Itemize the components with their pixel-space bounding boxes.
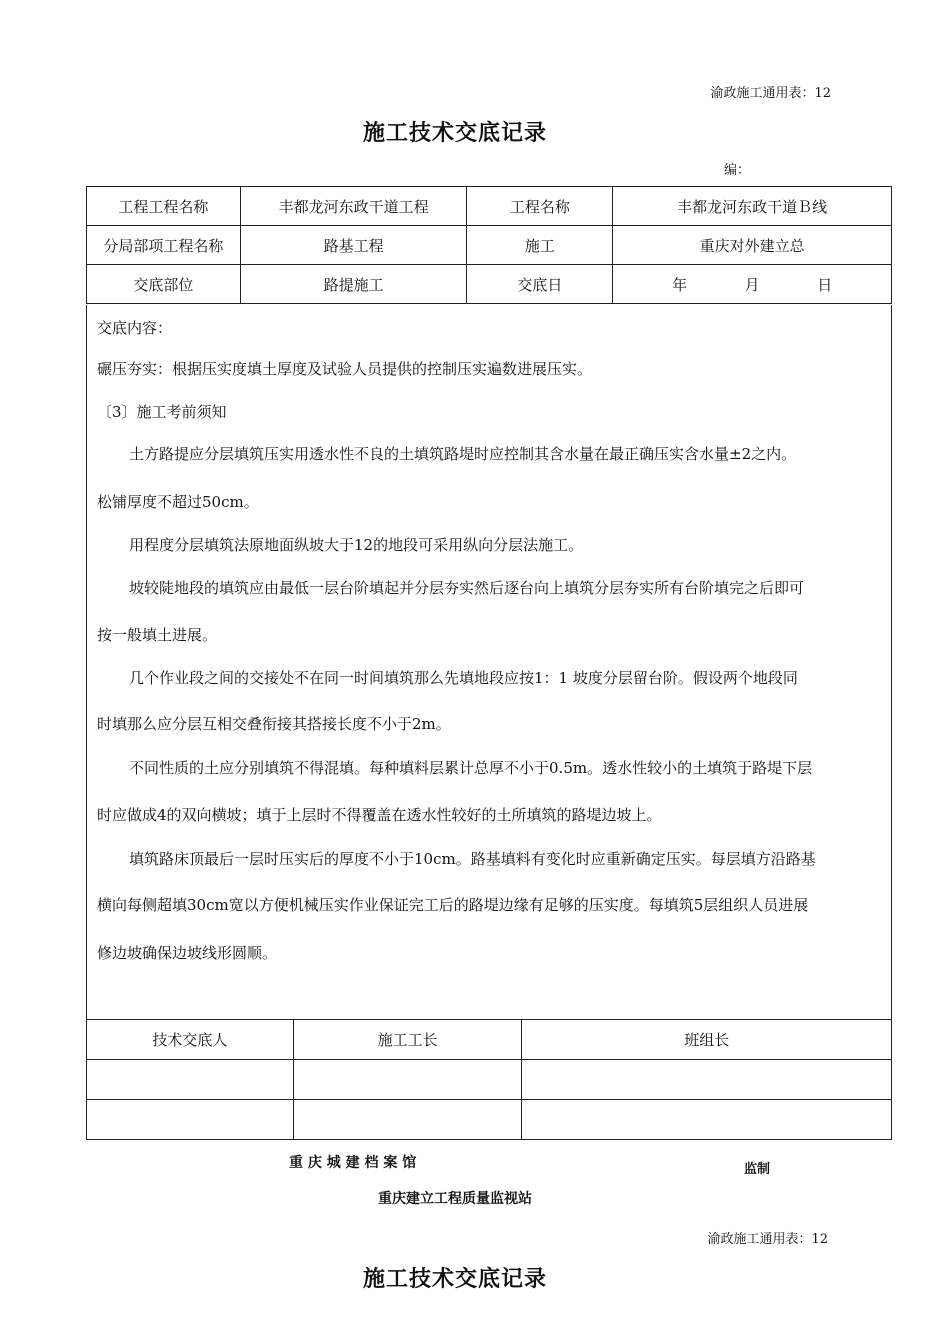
content-line: 修边坡确保边坡线形圆顺。 — [97, 944, 278, 962]
handover-content — [86, 305, 892, 1019]
handover-part-value: 路提施工 — [240, 265, 467, 304]
content-line: 碾压夯实：根据压实度填土厚度及试验人员提供的控制压实遍数进展压实。 — [97, 360, 593, 378]
construction-value: 重庆对外建立总 — [613, 226, 892, 265]
project-info-table — [86, 186, 892, 304]
content-line: 〔3〕施工考前须知 — [97, 403, 227, 421]
work-name-label: 工程名称 — [467, 187, 613, 226]
tech-handover-person-signature[interactable] — [87, 1060, 294, 1100]
next-form-number: 渝政施工通用表：12 — [707, 1232, 828, 1247]
table-row — [87, 1060, 892, 1100]
content-line: 时应做成4的双向横坡；填于上层时不得覆盖在透水性较好的土所填筑的路堤边坡上。 — [97, 806, 662, 824]
quality-station-name: 重庆建立工程质量监视站 — [378, 1191, 532, 1207]
tech-handover-person-header: 技术交底人 — [87, 1020, 294, 1060]
work-name-value: 丰都龙河东政干道Ｂ线 — [613, 187, 892, 226]
handover-date-label: 交底日 — [467, 265, 613, 304]
foreman-signature[interactable] — [293, 1100, 522, 1140]
sub-project-label: 分局部项工程名称 — [87, 226, 241, 265]
signature-table — [86, 1019, 892, 1140]
project-name-label: 工程工程名称 — [87, 187, 241, 226]
handover-part-label: 交底部位 — [87, 265, 241, 304]
date-day: 日 — [817, 275, 833, 294]
content-line: 松铺厚度不超过50cm。 — [97, 493, 259, 511]
next-document-title: 施工技术交底记录 — [362, 1266, 547, 1292]
sub-project-value: 路基工程 — [240, 226, 467, 265]
form-number: 渝政施工通用表：12 — [710, 86, 831, 101]
team-leader-signature[interactable] — [522, 1100, 892, 1140]
foreman-signature[interactable] — [293, 1060, 522, 1100]
table-row — [87, 226, 892, 265]
foreman-header: 施工工长 — [293, 1020, 522, 1060]
archive-name: 重 庆 城 建 档 案 馆 — [289, 1155, 417, 1171]
tech-handover-person-signature[interactable] — [87, 1100, 294, 1140]
table-row — [87, 265, 892, 304]
content-line: 横向每侧超填30cm宽以方便机械压实作业保证完工后的路堤边缘有足够的压实度。每填筑5层组织人员进展 — [97, 896, 809, 914]
content-line: 坡较陡地段的填筑应由最低一层台阶填起并分层夯实然后逐台向上填筑分层夯实所有台阶填完之后即可 — [129, 579, 805, 597]
document-title: 施工技术交底记录 — [362, 120, 547, 146]
content-line: 土方路提应分层填筑压实用透水性不良的土填筑路堤时应控制其含水量在最正确压实含水量±2之内。 — [129, 445, 797, 463]
date-year: 年 — [672, 275, 688, 294]
team-leader-signature[interactable] — [522, 1060, 892, 1100]
handover-date-value — [613, 265, 892, 304]
team-leader-header: 班组长 — [522, 1020, 892, 1060]
content-line: 按一般填土进展。 — [97, 626, 218, 644]
table-row — [87, 1100, 892, 1140]
table-row — [87, 187, 892, 226]
content-line: 填筑路床顶最后一层时压实后的厚度不小于10cm。路基填料有变化时应重新确定压实。每层填方沿路基 — [129, 850, 816, 868]
content-line: 时填那么应分层互相交叠衔接其搭接长度不小于2m。 — [97, 715, 451, 733]
content-line: 几个作业段之间的交接处不在同一时间填筑那么先填地段应按1：1 坡度分层留台阶。假设两个地段同 — [129, 669, 798, 687]
serial-label: 编： — [724, 163, 751, 178]
supervise-label: 监制 — [744, 1162, 771, 1177]
date-month: 月 — [744, 275, 760, 294]
table-row — [87, 1020, 892, 1060]
content-line: 不同性质的土应分别填筑不得混填。每种填料层累计总厚不小于0.5m。透水性较小的土填筑于路堤下层 — [129, 759, 813, 777]
content-heading: 交底内容： — [97, 319, 173, 337]
content-line: 用程度分层填筑法原地面纵坡大于12的地段可采用纵向分层法施工。 — [129, 536, 584, 554]
project-name-value: 丰都龙河东政干道工程 — [240, 187, 467, 226]
construction-label: 施工 — [467, 226, 613, 265]
